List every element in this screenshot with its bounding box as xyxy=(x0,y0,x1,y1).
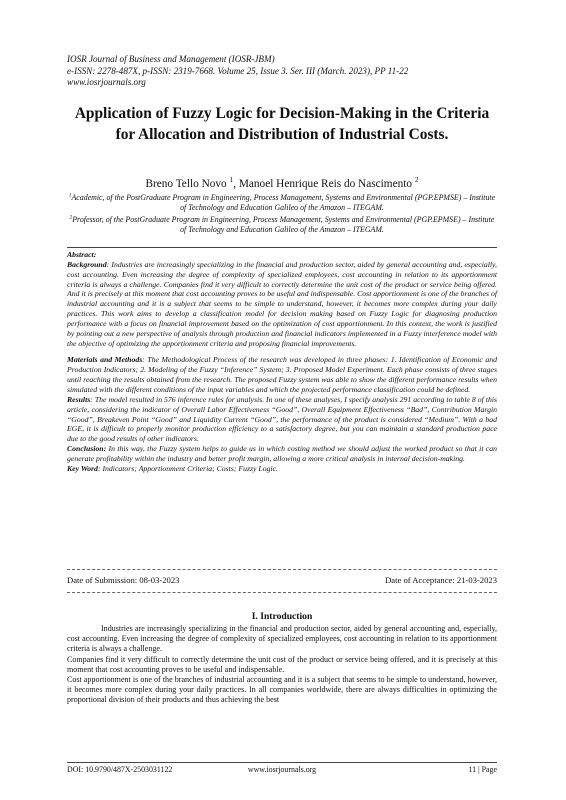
section-heading-introduction: I. Introduction xyxy=(251,611,313,622)
author-name: Manoel Henrique Reis do Nascimento xyxy=(238,178,413,190)
affiliation-entry: $^1$Academic, of the PostGraduate Program in Engineering, Process Management, Systems and Environmental (PGP.EPMSE) – Institute of Technology and Education Galileo of the Amazon – ITEGAM. xyxy=(68,192,496,213)
abstract-conclusion: Conclusion: In this way, the Fuzzy system helps to guide us in which costing method we should adjust the worked product so that it can generate profitability within the industry and better profit margin, allowing a more critical analysis in internal decision-making. xyxy=(67,444,497,463)
footer-doi: DOI: 10.9790/487X-2503031122 xyxy=(67,765,173,774)
dates-bottom-divider xyxy=(67,592,497,593)
footer-site: www.iosrjournals.org xyxy=(247,765,317,774)
affiliation-marker: 2 xyxy=(69,213,73,220)
affiliation-marker: 2 xyxy=(414,175,419,185)
acceptance-date: Date of Acceptance: 21-03-2023 xyxy=(385,575,497,585)
paragraph: Companies find it very difficult to correctly determine the unit cost of the product or service being offered, and it is precisely at this moment that cost accounting proves to be useful and indispensable. xyxy=(67,654,497,674)
journal-issn: e-ISSN: 2278-487X, p-ISSN: 2319-7668. Volume 25, Issue 3. Ser. III (March. 2023), PP 11-22 xyxy=(67,65,409,76)
abstract-heading: Abstract: xyxy=(67,250,97,259)
abstract xyxy=(67,250,497,474)
paragraph: Cost apportionment is one of the branches of industrial accounting and it is a subject that seems to be simple to understand, however, it becomes more complex during your daily practices. In all companies worldwide, there are always difficulties in optimizing the proportional division of their products and thus achieving the best xyxy=(67,675,497,705)
author-name: Breno Tello Novo xyxy=(145,178,227,190)
journal-site: www.iosrjournals.org xyxy=(67,77,146,87)
abstract-top-rule xyxy=(67,247,497,248)
abstract-results: Results: The model resulted in 576 inference rules for analysis. In one of these analyses, I specify analysis 291 according to table 8 of this article, considering the indicator of Overall Labor Effectiveness “Good”, Overall Equipment Effectiveness “Bad”, Contribution Margin “Good”, Breakeven Point “Good” and Liquidity Current “Good”, the performance of the product is considered “Medium”. With a bad EGE, it is difficult to properly monitor production efficiency to a satisfactory degree, but you can maintain a standard production pace due to the good results of other indicators. xyxy=(67,394,497,444)
journal-name: IOSR Journal of Business and Management (IOSR-JBM) xyxy=(67,54,275,64)
affiliation-marker: 1 xyxy=(229,175,234,185)
affiliation-entry: $^2$Professor, of the PostGraduate Program in Engineering, Process Management, Systems and Environmental (PGP.EPMSE) – Institute of Technology and Education Galileo of the Amazon – ITEGAM. xyxy=(69,213,495,234)
author-line xyxy=(67,177,497,191)
introduction-body xyxy=(67,624,497,706)
footer-rule xyxy=(67,762,497,763)
abstract-background: Background: Industries are increasingly specializing in the financial and production sector, aided by general accounting and, especially, cost accounting. Even increasing the degree of complexity of specialized employees, cost accounting in relation to its apportionment criteria is always a challenge. Companies find it very difficult to correctly determine the unit cost of the product or service being offered. And it is precisely at this moment that cost accounting proves to be useful and indispensable. Cost apportionment is one of the branches of industrial accounting and it is a subject that seems to be simple to understand, however, it becomes more complex during your daily practices. This work aims to develop a classification model for decision making based on Fuzzy Logic for diagnosing production performance with a focus on financial improvement based on the optimization of cost apportionment. In this context, the work is justified by pointing out a new perspective of analysis through production and financial indicators implemented in a Fuzzy interference model with the objective of optimizing the apportionment criteria and proposing financial improvements. xyxy=(67,259,497,348)
dates-top-divider xyxy=(67,569,497,570)
submission-date: Date of Submission: 08-03-2023 xyxy=(67,575,180,585)
footer-page-number: 11 | Page xyxy=(468,765,497,774)
paper-title: Application of Fuzzy Logic for Decision-Making in the Criteria for Allocation and Distribution of Industrial Costs. xyxy=(74,105,490,143)
abstract-keywords: Key Word: Indicators; Apportionment Criteria; Costs; Fuzzy Logic. xyxy=(67,463,278,473)
affiliation-marker: 1 xyxy=(68,192,72,199)
affiliations xyxy=(67,193,497,236)
journal-header xyxy=(67,54,497,89)
paragraph: Industries are increasingly specializing in the financial and production sector, aided by general accounting and, especially, cost accounting. Even increasing the degree of complexity of specialized employees, cost accounting in relation to its apportionment criteria is always a challenge. xyxy=(67,624,497,654)
abstract-methods: Materials and Methods: The Methodological Process of the research was developed in three phases: 1. Identification of Economic and Production Indicators; 2. Modeling of the Fuzzy “Inference” System; 3. Proposed Model Experiment. Each phase consists of three stages until reaching the results obtained from the research. The proposed Fuzzy system was able to show the different performance results when simulated with the different conditions of the input variables and which the projected performance classification could be defined. xyxy=(67,355,497,394)
author-separator: , xyxy=(233,178,239,190)
